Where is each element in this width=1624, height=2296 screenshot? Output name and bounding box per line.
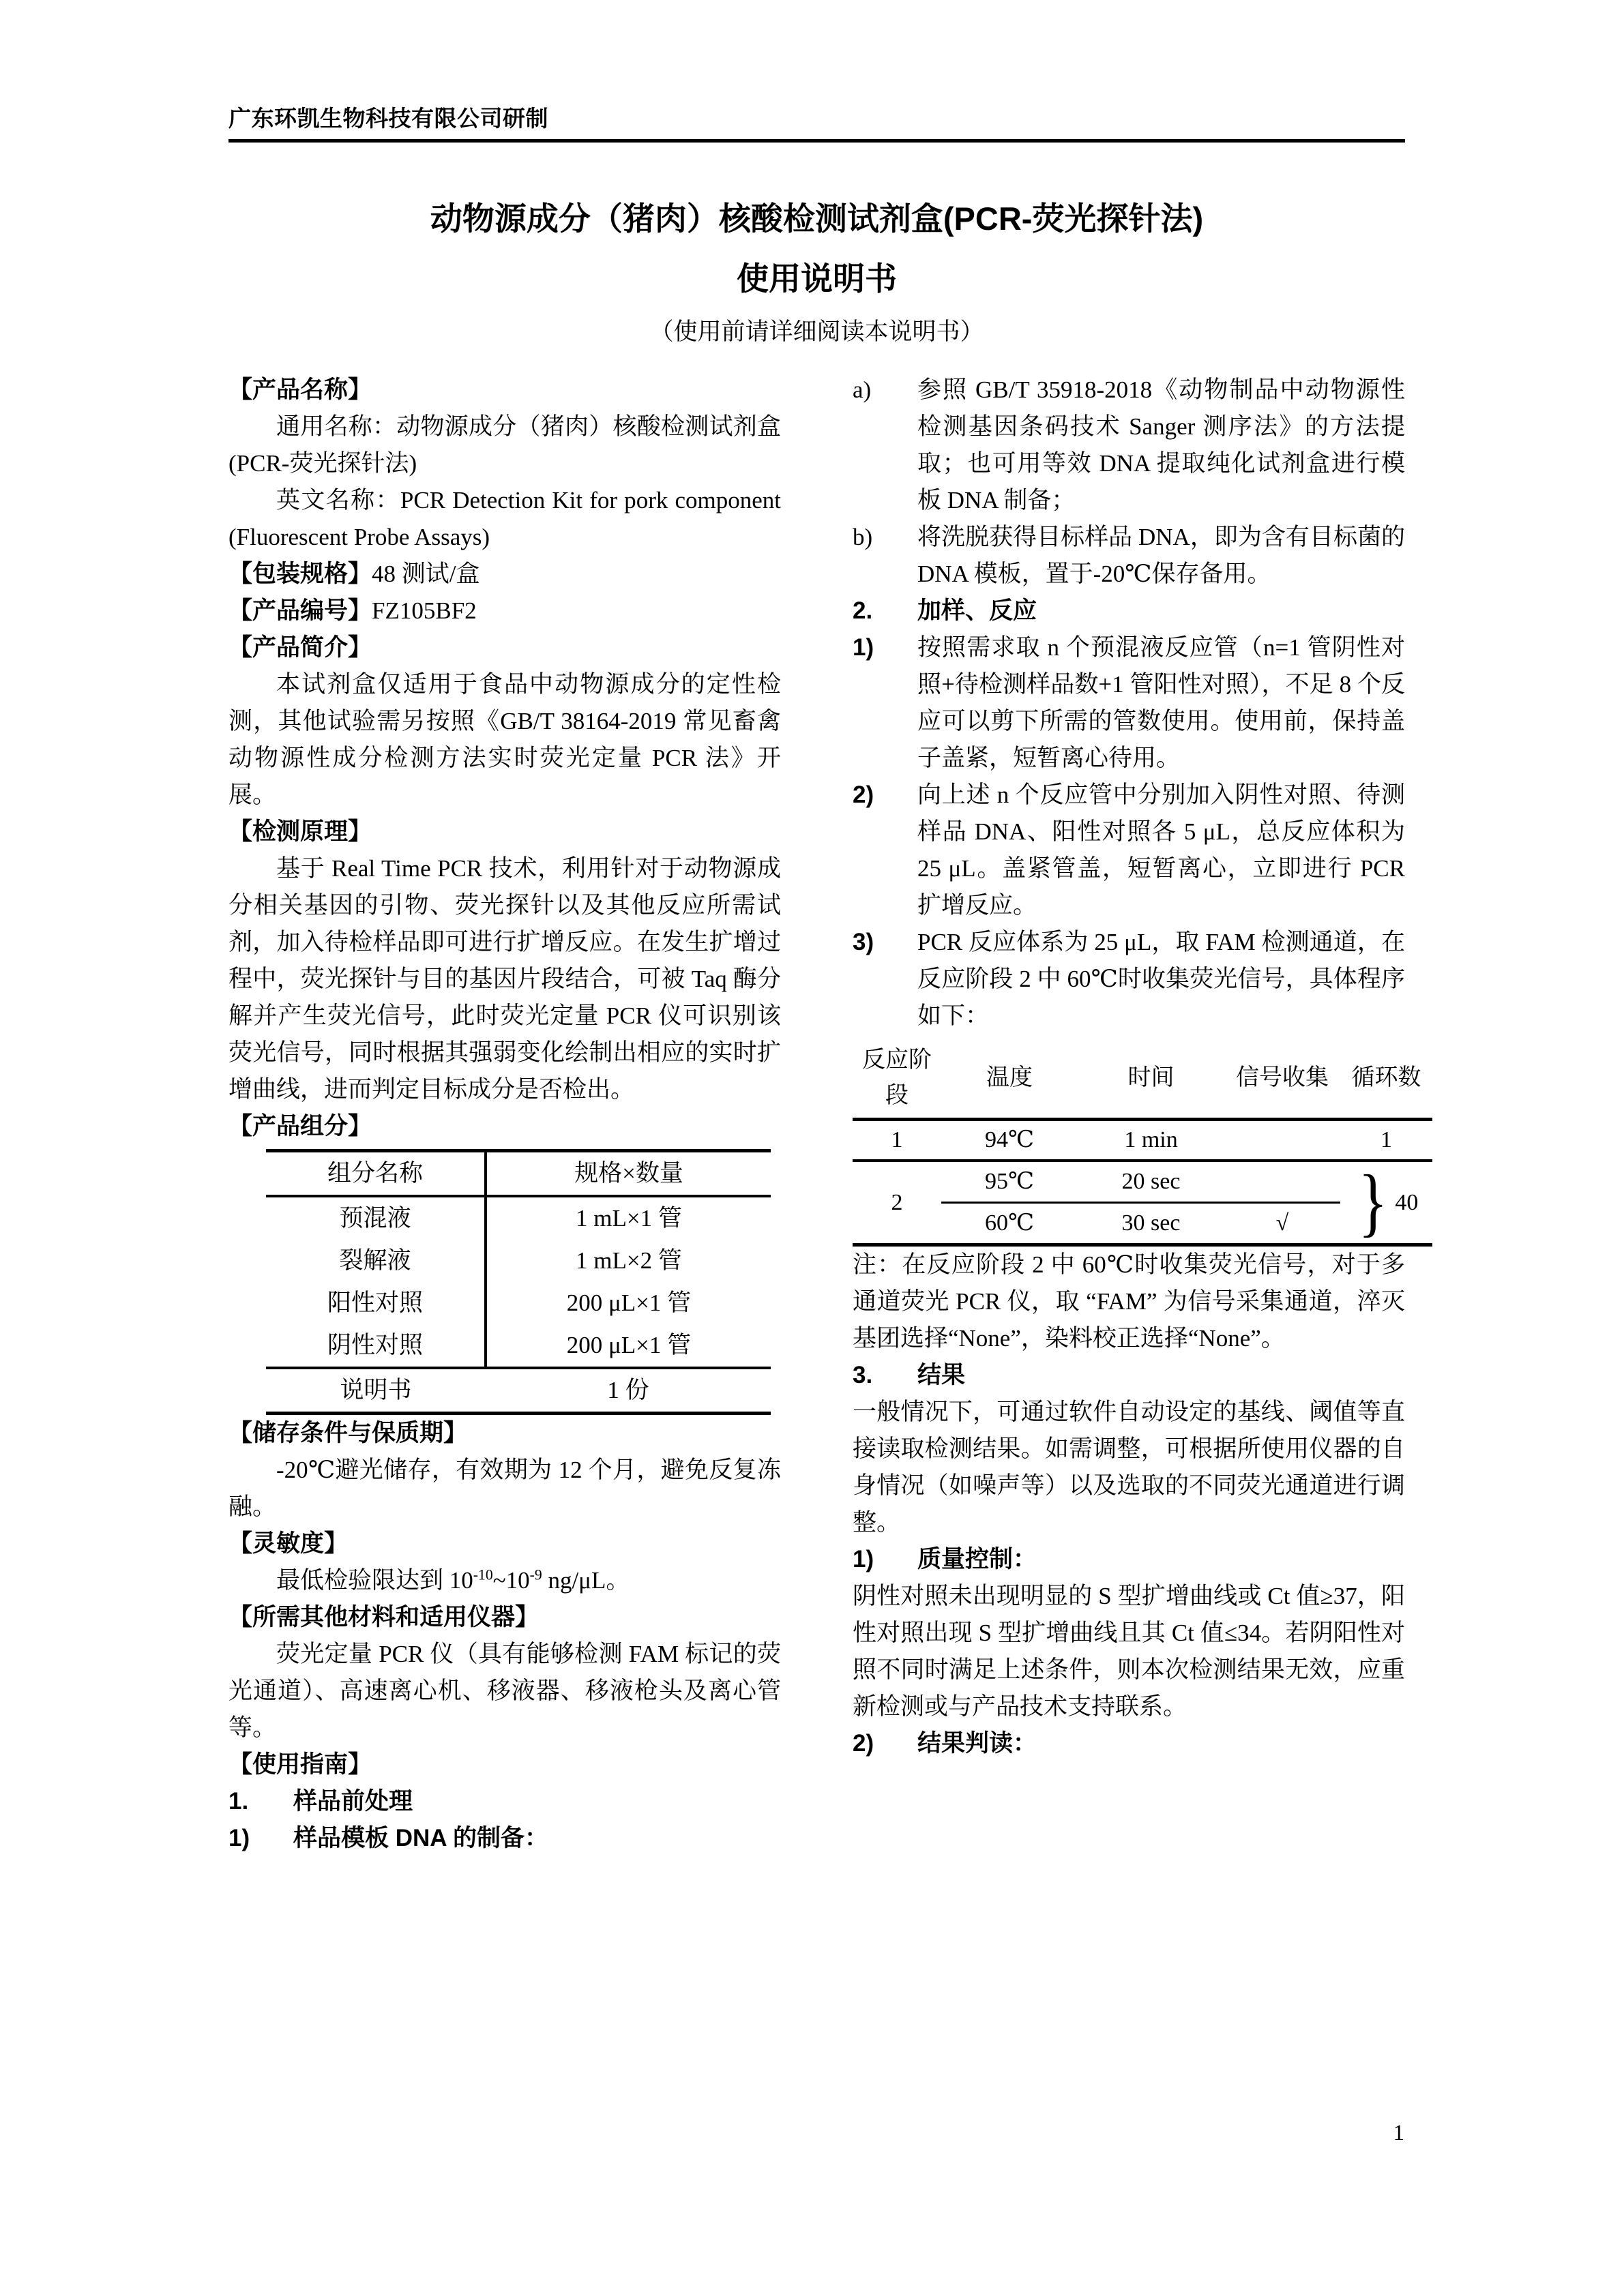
section-step-3-title: 结果 <box>917 1362 966 1388</box>
section-storage-heading: 【储存条件与保质期】 <box>228 1420 468 1446</box>
pcr-stage-2-cycles-cell <box>1340 1161 1432 1245</box>
component-name: 预混液 <box>266 1196 486 1240</box>
section-product-no-value: FZ105BF2 <box>372 597 477 624</box>
pcr-stage-2-sub-1-time: 20 sec <box>1121 1169 1181 1194</box>
page-number: 1 <box>1393 2121 1404 2145</box>
component-name: 阴性对照 <box>266 1324 486 1368</box>
pcr-program-table <box>853 1041 1432 1247</box>
section-product-name-heading: 【产品名称】 <box>228 376 372 403</box>
component-spec: 200 μL×1 管 <box>566 1289 692 1316</box>
table-header-row <box>266 1151 771 1197</box>
step-2-item-1-text: 按照需求取 n 个预混液反应管（n=1 管阴性对照+待检测样品数+1 管阳性对照），不足 8 个反应可以剪下所需的管数使用。使用前，保持盖子盖紧，短暂离心待用。 <box>917 634 1405 771</box>
sensitivity-exponent-high: -9 <box>529 1566 542 1583</box>
guide-step-1-number: 1. <box>228 1788 249 1815</box>
dna-prep-item-a-marker: a) <box>853 376 872 403</box>
component-spec: 200 μL×1 管 <box>566 1332 692 1358</box>
section-principle-heading: 【检测原理】 <box>228 818 372 845</box>
component-name: 裂解液 <box>266 1240 486 1282</box>
document-title: 动物源成分（猪肉）核酸检测试剂盒(PCR-荧光探针法) <box>430 200 1204 237</box>
title-block <box>228 194 1405 351</box>
table-row <box>266 1324 771 1368</box>
step-3-item-1-text: 阴性对照未出现明显的 S 型扩增曲线或 Ct 值≥37，阳性对照出现 S 型扩增曲线且其 Ct 值≤34。若阴阳性对照不同时满足上述条件，则本次检测结果无效，应重新检测或与产品技术支持联系。 <box>853 1583 1405 1720</box>
table-row <box>266 1196 771 1240</box>
pcr-stage-2-subgrid <box>941 1162 1340 1243</box>
section-spec-heading: 【包装规格】 <box>228 561 372 587</box>
guide-step-1-sub-1-label: 样品模板 DNA 的制备： <box>293 1825 548 1851</box>
sensitivity-mid: ~10 <box>492 1567 530 1594</box>
sensitivity-exponent-low: -10 <box>473 1566 493 1583</box>
table-row <box>266 1282 771 1324</box>
step-2-item-3-text: PCR 反应体系为 25 μL，取 FAM 检测通道，在反应阶段 2 中 60℃时收集荧光信号，具体程序如下： <box>917 929 1405 1029</box>
guide-step-1-sub-1 <box>228 1820 781 1857</box>
pcr-stage-2-sub-2-temperature: 60℃ <box>984 1210 1035 1236</box>
dna-prep-item-b-marker: b) <box>853 524 873 550</box>
components-table <box>266 1149 771 1415</box>
components-col-header-spec: 规格×数量 <box>486 1151 771 1197</box>
section-spec <box>228 556 781 593</box>
step-2-item-3-number: 3) <box>853 929 874 955</box>
section-principle-body: 基于 Real Time PCR 技术，利用针对于动物源成分相关基因的引物、荧光探针以及其他反应所需试剂，加入待检样品即可进行扩增反应。在发生扩增过程中，荧光探针与目的基因片段结合，可被 Taq 酶分解并产生荧光信号，此时荧光定量 PCR 仪可识别该荧光信号，同时根据其强弱变化绘制出相应的实时扩增曲线，进而判定目标成分是否检出。 <box>228 855 781 1103</box>
section-product-no <box>228 593 781 629</box>
pcr-col-header-stage: 反应阶段 <box>862 1047 932 1108</box>
table-row <box>266 1240 771 1282</box>
step-2-item-2 <box>853 777 1405 924</box>
product-english-name: 英文名称：PCR Detection Kit for pork component (Fluorescent Probe Assays) <box>228 487 781 550</box>
dna-prep-item-a <box>853 372 1405 519</box>
components-col-header-name: 组分名称 <box>266 1151 486 1197</box>
section-materials-body: 荧光定量 PCR 仪（具有能够检测 FAM 标记的荧光通道）、高速离心机、移液器、移液枪头及离心管等。 <box>228 1641 781 1741</box>
section-materials-heading: 【所需其他材料和适用仪器】 <box>228 1604 540 1630</box>
section-components-heading: 【产品组分】 <box>228 1113 372 1139</box>
pcr-stage-2-sub-2-signal: √ <box>1275 1210 1289 1236</box>
pcr-stage-1-row <box>853 1120 1432 1161</box>
section-storage-body: -20℃避光储存，有效期为 12 个月，避免反复冻融。 <box>228 1457 781 1520</box>
pcr-stage-2-cycles-group <box>1340 1160 1432 1245</box>
right-column <box>853 372 1421 1762</box>
step-3-item-1-number: 1) <box>853 1546 874 1572</box>
step-2-item-2-number: 2) <box>853 781 874 808</box>
pcr-stage-1-temperature: 94℃ <box>941 1120 1078 1161</box>
sensitivity-suffix: ng/μL。 <box>542 1567 630 1594</box>
section-step-3-intro: 一般情况下，可通过软件自动设定的基线、阈值等直接读取检测结果。如需调整，可根据所使用仪器的自身情况（如噪声等）以及选取的不同荧光通道进行调整。 <box>853 1399 1405 1536</box>
pcr-col-header-signal: 信号收集 <box>1236 1065 1329 1090</box>
step-2-item-2-text: 向上述 n 个反应管中分别加入阴性对照、待测样品 DNA、阳性对照各 5 μL，总反应体积为 25 μL。盖紧管盖，短暂离心，立即进行 PCR 扩增反应。 <box>917 781 1405 919</box>
running-header <box>228 104 1405 143</box>
pcr-table-header-row <box>853 1041 1432 1120</box>
pcr-stage-2-sub-1-temperature: 95℃ <box>984 1169 1035 1194</box>
step-2-item-1-number: 1) <box>853 634 874 661</box>
pcr-program-table-wrapper <box>853 1041 1432 1247</box>
section-sensitivity-heading: 【灵敏度】 <box>228 1530 349 1557</box>
title-note: （使用前请详细阅读本说明书） <box>649 318 984 345</box>
component-spec: 1 份 <box>486 1368 771 1414</box>
section-step-3 <box>853 1357 1405 1394</box>
step-3-item-2-title: 结果判读： <box>917 1730 1037 1757</box>
sensitivity-prefix: 最低检验限达到 10 <box>276 1567 473 1594</box>
step-3-item-1-heading <box>853 1541 1405 1578</box>
document-subtitle: 使用说明书 <box>737 260 897 297</box>
body-columns <box>228 372 1421 2213</box>
component-spec: 1 mL×1 管 <box>486 1196 771 1240</box>
guide-step-1 <box>228 1783 781 1820</box>
pcr-stage-2-sub-1-signal <box>1224 1180 1340 1184</box>
pcr-stage-1-signal <box>1224 1120 1340 1161</box>
dna-prep-item-b <box>853 519 1405 593</box>
left-column <box>228 372 781 1857</box>
dna-prep-item-b-text: 将洗脱获得目标样品 DNA，即为含有目标菌的 DNA 模板，置于-20℃保存备用。 <box>917 524 1405 587</box>
section-spec-value: 48 测试/盒 <box>372 561 480 587</box>
section-step-2 <box>853 593 1405 629</box>
section-guide-heading: 【使用指南】 <box>228 1751 372 1778</box>
section-intro-body: 本试剂盒仅适用于食品中动物源成分的定性检测，其他试验需另按照《GB/T 38164-2019 常见畜禽动物源性成分检测方法实时荧光定量 PCR 法》开展。 <box>228 671 781 808</box>
pcr-stage-2-sub-2-time: 30 sec <box>1121 1210 1181 1236</box>
pcr-col-header-cycles: 循环数 <box>1351 1065 1421 1090</box>
pcr-stage-1-cycles: 1 <box>1340 1120 1432 1161</box>
header-divider <box>228 139 1405 143</box>
pcr-col-header-time: 时间 <box>1127 1065 1175 1090</box>
step-2-item-3 <box>853 924 1405 1034</box>
curly-brace-icon: } <box>1358 1160 1388 1245</box>
product-generic-name: 通用名称：动物源成分（猪肉）核酸检测试剂盒(PCR-荧光探针法) <box>228 413 781 477</box>
dna-prep-item-a-text: 参照 GB/T 35918-2018《动物制品中动物源性检测基因条码技术 Sanger 测序法》的方法提取；也可用等效 DNA 提取纯化试剂盒进行模板 DNA 制备； <box>917 376 1405 513</box>
section-sensitivity-body <box>228 1562 781 1599</box>
section-intro-heading: 【产品简介】 <box>228 634 372 661</box>
step-3-item-2-number: 2) <box>853 1730 874 1757</box>
pcr-stage-2-subgrid-cell <box>941 1161 1340 1245</box>
guide-step-1-label: 样品前处理 <box>293 1788 413 1815</box>
pcr-table-note: 注：在反应阶段 2 中 60℃时收集荧光信号，对于多通道荧光 PCR 仪，取 “FAM” 为信号采集通道，淬灭基团选择“None”，染料校正选择“None”。 <box>853 1251 1405 1352</box>
section-product-no-heading: 【产品编号】 <box>228 597 372 624</box>
pcr-stage-1-time: 1 min <box>1078 1120 1224 1161</box>
company-name: 广东环凯生物科技有限公司研制 <box>228 106 548 131</box>
step-3-item-2-heading <box>853 1725 1405 1762</box>
guide-step-1-sub-1-number: 1) <box>228 1825 250 1851</box>
section-step-3-number: 3. <box>853 1362 873 1388</box>
step-3-item-1-title: 质量控制： <box>917 1546 1037 1572</box>
component-name: 阳性对照 <box>266 1282 486 1324</box>
pcr-stage-2-cycles: 40 <box>1395 1189 1419 1215</box>
section-step-2-number: 2. <box>853 597 873 624</box>
table-row-manual <box>266 1368 771 1414</box>
component-name: 说明书 <box>266 1368 486 1414</box>
pcr-stage-2-row <box>853 1161 1432 1245</box>
section-step-2-title: 加样、反应 <box>917 597 1037 624</box>
pcr-stage-1-stage: 1 <box>853 1120 941 1161</box>
component-spec: 1 mL×2 管 <box>576 1247 682 1274</box>
pcr-col-header-temperature: 温度 <box>986 1065 1033 1090</box>
step-2-item-1 <box>853 629 1405 777</box>
pcr-stage-2-stage: 2 <box>853 1161 941 1245</box>
